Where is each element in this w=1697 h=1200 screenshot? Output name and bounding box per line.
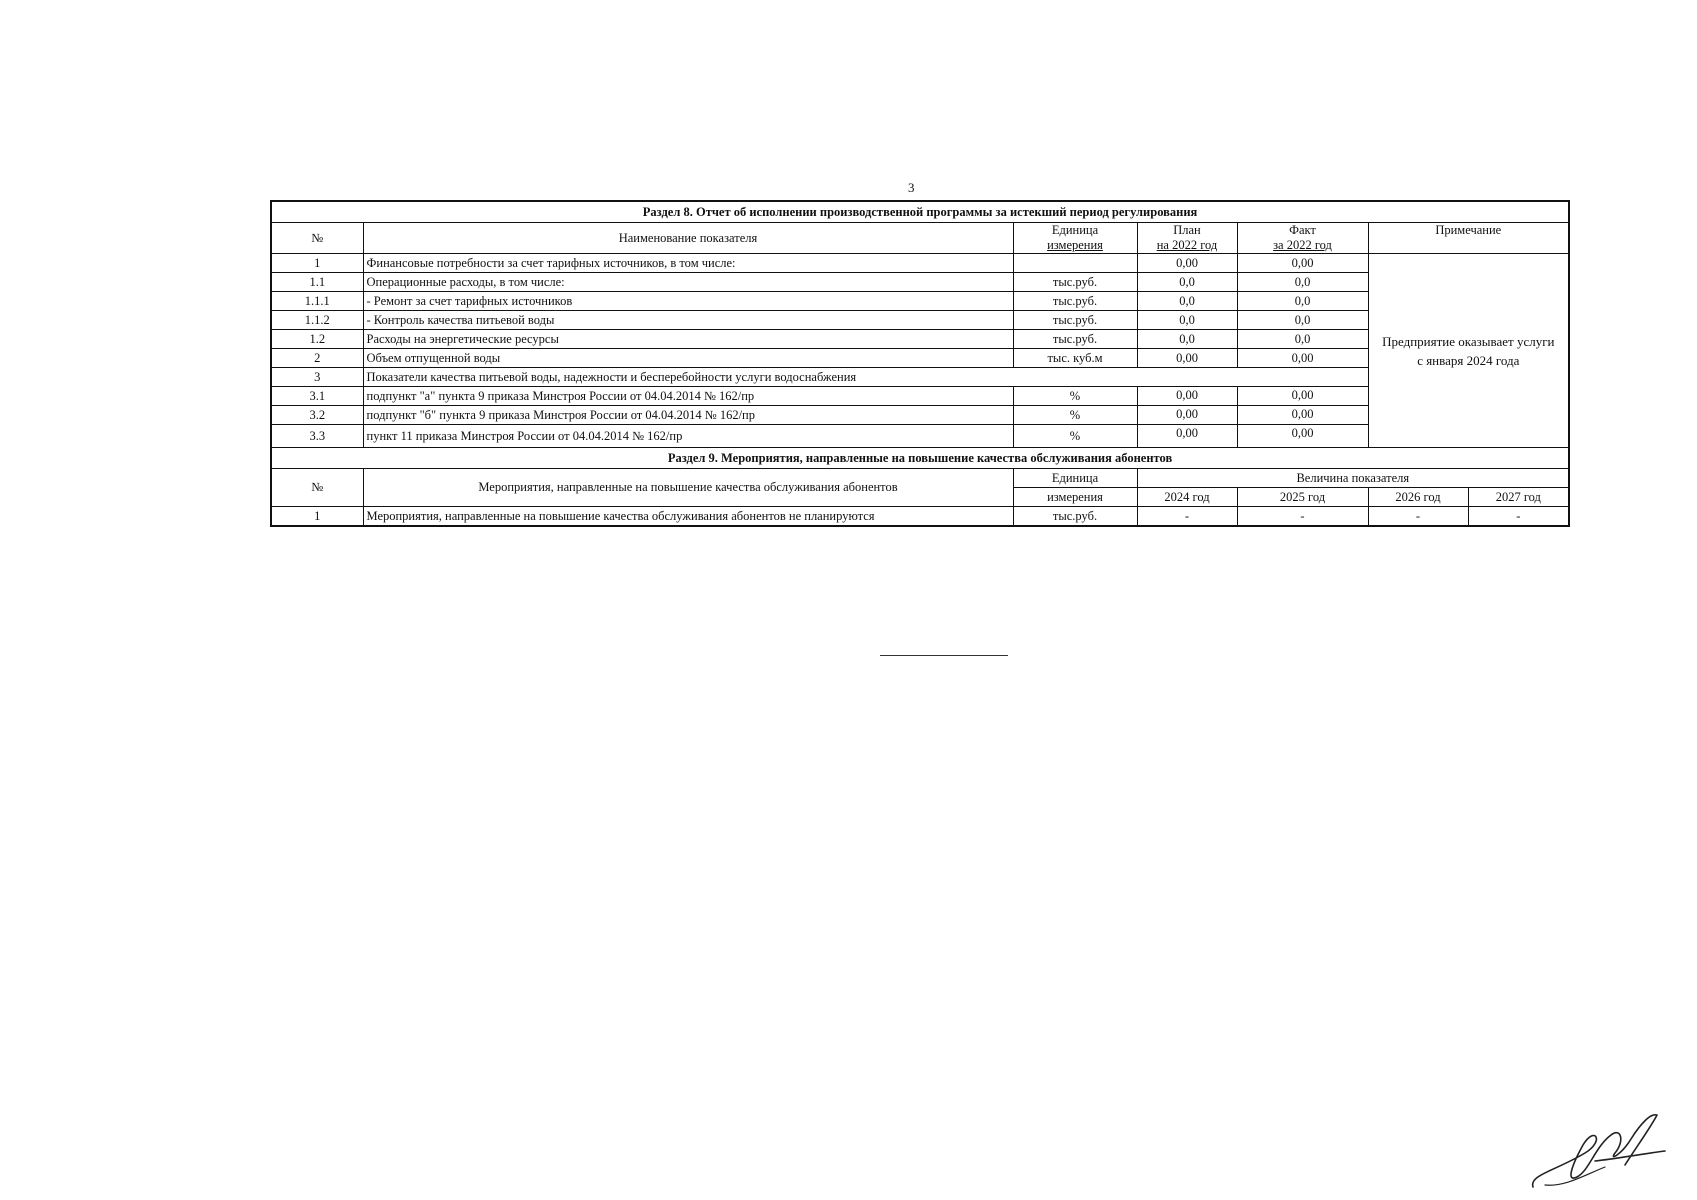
header-plan-line1: План bbox=[1173, 223, 1201, 237]
header-unit bbox=[1013, 223, 1137, 254]
header-plan bbox=[1137, 223, 1237, 254]
row-fact: 0,00 bbox=[1237, 254, 1368, 273]
row-num: 1.1.2 bbox=[271, 311, 363, 330]
s9-header-unit-line2: измерения bbox=[1013, 488, 1137, 507]
row-fact: 0,0 bbox=[1237, 292, 1368, 311]
s9-header-year: 2025 год bbox=[1237, 488, 1368, 507]
row-name: Операционные расходы, в том числе: bbox=[363, 273, 1013, 292]
header-plan-line2: на 2022 год bbox=[1156, 238, 1218, 252]
note-cell bbox=[1368, 254, 1569, 448]
header-num: № bbox=[271, 223, 363, 254]
row-name: подпункт "а" пункта 9 приказа Минстроя России от 04.04.2014 № 162/пр bbox=[363, 387, 1013, 406]
header-fact-line1: Факт bbox=[1289, 223, 1316, 237]
table-row bbox=[271, 507, 1569, 527]
row-unit bbox=[1013, 254, 1137, 273]
row-unit: тыс.руб. bbox=[1013, 273, 1137, 292]
section9-title-row bbox=[271, 448, 1569, 469]
page-number: 3 bbox=[908, 180, 915, 195]
row-value: - bbox=[1468, 507, 1569, 527]
row-plan: 0,00 bbox=[1137, 349, 1237, 368]
row-plan: 0,00 bbox=[1137, 387, 1237, 406]
row-unit: % bbox=[1013, 406, 1137, 425]
note-line1: Предприятие оказывает услуги bbox=[1382, 333, 1555, 349]
row-num: 3.3 bbox=[271, 425, 363, 448]
row-num: 3 bbox=[271, 368, 363, 387]
row-name: - Контроль качества питьевой воды bbox=[363, 311, 1013, 330]
s9-header-year: 2024 год bbox=[1137, 488, 1237, 507]
table-row bbox=[271, 254, 1569, 273]
row-fact: 0,00 bbox=[1237, 349, 1368, 368]
row-unit: тыс.руб. bbox=[1013, 507, 1137, 527]
row-name: Показатели качества питьевой воды, надежности и бесперебойности услуги водоснабжения bbox=[363, 368, 1368, 387]
row-fact: 0,00 bbox=[1237, 406, 1368, 425]
row-fact: 0,00 bbox=[1237, 387, 1368, 406]
header-unit-line1: Единица bbox=[1051, 223, 1099, 237]
report-table bbox=[270, 200, 1570, 527]
section9-title: Раздел 9. Мероприятия, направленные на повышение качества обслуживания абонентов bbox=[271, 448, 1569, 469]
row-num: 2 bbox=[271, 349, 363, 368]
header-note: Примечание bbox=[1368, 223, 1569, 254]
row-num: 1 bbox=[271, 254, 363, 273]
note-line2: с января 2024 года bbox=[1417, 352, 1520, 368]
row-unit: % bbox=[1013, 425, 1137, 448]
s9-header-year: 2026 год bbox=[1368, 488, 1468, 507]
row-num: 3.1 bbox=[271, 387, 363, 406]
section9-header-row bbox=[271, 469, 1569, 488]
row-name: Мероприятия, направленные на повышение качества обслуживания абонентов не планируются bbox=[363, 507, 1013, 527]
row-plan: 0,00 bbox=[1137, 425, 1237, 448]
row-num: 1.1 bbox=[271, 273, 363, 292]
header-fact-line2: за 2022 год bbox=[1273, 238, 1332, 252]
row-fact: 0,0 bbox=[1237, 273, 1368, 292]
s9-header-name: Мероприятия, направленные на повышение качества обслуживания абонентов bbox=[363, 469, 1013, 507]
row-fact: 0,00 bbox=[1237, 425, 1368, 448]
section8-header-row bbox=[271, 223, 1569, 254]
row-name: пункт 11 приказа Минстроя России от 04.04.2014 № 162/пр bbox=[363, 425, 1013, 448]
row-plan: 0,0 bbox=[1137, 330, 1237, 349]
row-name: Расходы на энергетические ресурсы bbox=[363, 330, 1013, 349]
header-fact bbox=[1237, 223, 1368, 254]
row-plan: 0,00 bbox=[1137, 406, 1237, 425]
row-num: 3.2 bbox=[271, 406, 363, 425]
header-name: Наименование показателя bbox=[363, 223, 1013, 254]
row-plan: 0,0 bbox=[1137, 273, 1237, 292]
header-unit-line2: измерения bbox=[1047, 238, 1103, 252]
s9-header-num: № bbox=[271, 469, 363, 507]
row-unit: тыс.руб. bbox=[1013, 311, 1137, 330]
row-name: Финансовые потребности за счет тарифных источников, в том числе: bbox=[363, 254, 1013, 273]
row-plan: 0,0 bbox=[1137, 311, 1237, 330]
section8-title-row bbox=[271, 201, 1569, 223]
row-value: - bbox=[1368, 507, 1468, 527]
row-value: - bbox=[1237, 507, 1368, 527]
row-plan: 0,00 bbox=[1137, 254, 1237, 273]
row-plan: 0,0 bbox=[1137, 292, 1237, 311]
s9-header-value-group: Величина показателя bbox=[1137, 469, 1569, 488]
section8-title: Раздел 8. Отчет об исполнении производственной программы за истекший период регулирования bbox=[271, 201, 1569, 223]
row-num: 1 bbox=[271, 507, 363, 527]
row-value: - bbox=[1137, 507, 1237, 527]
s9-header-unit-line1: Единица bbox=[1013, 469, 1137, 488]
row-unit: % bbox=[1013, 387, 1137, 406]
row-unit: тыс.руб. bbox=[1013, 292, 1137, 311]
row-name: подпункт "б" пункта 9 приказа Минстроя России от 04.04.2014 № 162/пр bbox=[363, 406, 1013, 425]
s9-header-year: 2027 год bbox=[1468, 488, 1569, 507]
row-fact: 0,0 bbox=[1237, 311, 1368, 330]
row-num: 1.1.1 bbox=[271, 292, 363, 311]
row-name: Объем отпущенной воды bbox=[363, 349, 1013, 368]
handwritten-signature bbox=[1525, 1105, 1675, 1195]
row-unit: тыс. куб.м bbox=[1013, 349, 1137, 368]
end-of-document-line bbox=[880, 655, 1008, 656]
row-fact: 0,0 bbox=[1237, 330, 1368, 349]
row-name: - Ремонт за счет тарифных источников bbox=[363, 292, 1013, 311]
row-num: 1.2 bbox=[271, 330, 363, 349]
row-unit: тыс.руб. bbox=[1013, 330, 1137, 349]
